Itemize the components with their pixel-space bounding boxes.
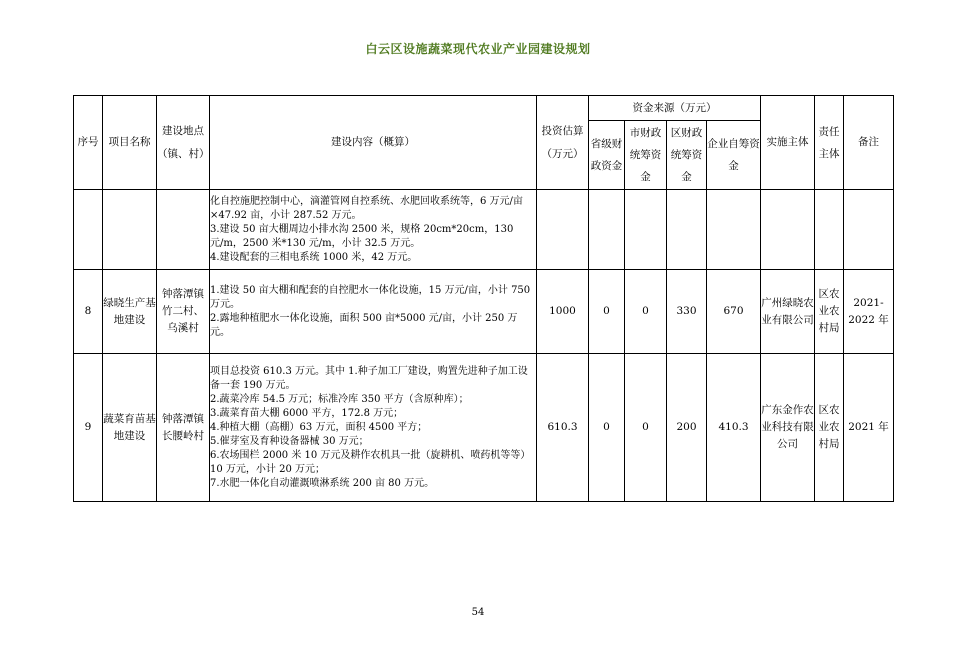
- cell-enterprise: 410.3: [707, 354, 761, 502]
- header-investment: 投资估算（万元）: [537, 96, 589, 190]
- cell-provincial: 0: [589, 354, 625, 502]
- content-line: 7.水肥一体化自动灌溉喷淋系统 200 亩 80 万元。: [210, 477, 435, 489]
- content-line: 3.蔬菜育苗大棚 6000 平方，172.8 万元；: [210, 407, 404, 419]
- construction-plan-table: [73, 95, 894, 502]
- cell-city: [625, 190, 667, 270]
- cell-remarks: [844, 190, 894, 270]
- header-location: 建设地点（镇、村）: [157, 96, 210, 190]
- cell-project-name: 绿晓生产基地建设: [103, 270, 157, 354]
- cell-city: 0: [625, 354, 667, 502]
- header-provincial: 省级财政资金: [589, 121, 625, 190]
- cell-investment: 610.3: [537, 354, 589, 502]
- cell-location: 钟落潭镇竹二村、乌溪村: [157, 270, 210, 354]
- content-line: 6.农场围栏 2000 米 10 万元及耕作农机具一批（旋耕机、喷药机等等）10 万元，小计 20 万元；: [210, 449, 531, 475]
- cell-implementer: 广东金作农业科技有限公司: [761, 354, 815, 502]
- cell-responsible: 区农业农村局: [815, 354, 844, 502]
- header-project-name: 项目名称: [103, 96, 157, 190]
- cell-provincial: [589, 190, 625, 270]
- cell-responsible: 区农业农村局: [815, 270, 844, 354]
- cell-implementer: [761, 190, 815, 270]
- content-line: 2.露地种植肥水一体化设施，面积 500 亩*5000 元/亩，小计 250 万元。: [210, 312, 518, 338]
- header-implementer: 实施主体: [761, 96, 815, 190]
- cell-content: [210, 190, 537, 270]
- header-funding-group: 资金来源（万元）: [589, 96, 761, 121]
- cell-responsible: [815, 190, 844, 270]
- page-number: 54: [471, 607, 485, 618]
- cell-enterprise: 670: [707, 270, 761, 354]
- header-responsible: 责任主体: [815, 96, 844, 190]
- cell-project-name: [103, 190, 157, 270]
- content-line: 5.催芽室及育种设备器械 30 万元；: [210, 435, 369, 447]
- header-content: 建设内容（概算）: [210, 96, 537, 190]
- table-row: [74, 354, 894, 502]
- content-line: 3.建设 50 亩大棚周边小排水沟 2500 米，规格 20cm*20cm，130 元/m，2500 米*130 元/m，小计 32.5 万元。: [210, 223, 514, 249]
- cell-district: 200: [667, 354, 707, 502]
- header-seq: 序号: [74, 96, 103, 190]
- document-title: 白云区设施蔬菜现代农业产业园建设规划: [365, 42, 591, 56]
- cell-enterprise: [707, 190, 761, 270]
- cell-location: [157, 190, 210, 270]
- cell-implementer: 广州绿晓农业有限公司: [761, 270, 815, 354]
- header-remarks: 备注: [844, 96, 894, 190]
- table-row: [74, 190, 894, 270]
- cell-investment: [537, 190, 589, 270]
- content-line: 4.种植大棚（高棚）63 万元，面积 4500 平方；: [210, 421, 428, 433]
- cell-remarks: 2021 年: [844, 354, 894, 502]
- cell-project-name: 蔬菜育苗基地建设: [103, 354, 157, 502]
- cell-seq: 9: [74, 354, 103, 502]
- table-row: [74, 270, 894, 354]
- cell-remarks: 2021-2022 年: [844, 270, 894, 354]
- cell-location: 钟落潭镇长腰岭村: [157, 354, 210, 502]
- content-line: 1.建设 50 亩大棚和配套的自控肥水一体化设施，15 万元/亩，小计 750 万元。: [210, 284, 531, 310]
- cell-seq: [74, 190, 103, 270]
- header-district: 区财政统筹资金: [667, 121, 707, 190]
- cell-city: 0: [625, 270, 667, 354]
- cell-content: [210, 270, 537, 354]
- content-line: 化自控施肥控制中心，滴灌管网自控系统、水肥回收系统等，6 万元/亩×47.92 亩，小计 287.52 万元。: [210, 195, 523, 221]
- cell-investment: 1000: [537, 270, 589, 354]
- cell-content: [210, 354, 537, 502]
- content-line: 4.建设配套的三相电系统 1000 米，42 万元。: [210, 251, 418, 263]
- cell-district: 330: [667, 270, 707, 354]
- content-line: 2.蔬菜冷库 54.5 万元；标准冷库 350 平方（含原种库）；: [210, 393, 469, 405]
- content-line: 项目总投资 610.3 万元。其中 1.种子加工厂建设，购置先进种子加工设备一套 190 万元。: [210, 365, 528, 391]
- header-enterprise: 企业自筹资金: [707, 121, 761, 190]
- cell-provincial: 0: [589, 270, 625, 354]
- header-row-1: [74, 96, 894, 121]
- cell-district: [667, 190, 707, 270]
- cell-seq: 8: [74, 270, 103, 354]
- header-city: 市财政统筹资金: [625, 121, 667, 190]
